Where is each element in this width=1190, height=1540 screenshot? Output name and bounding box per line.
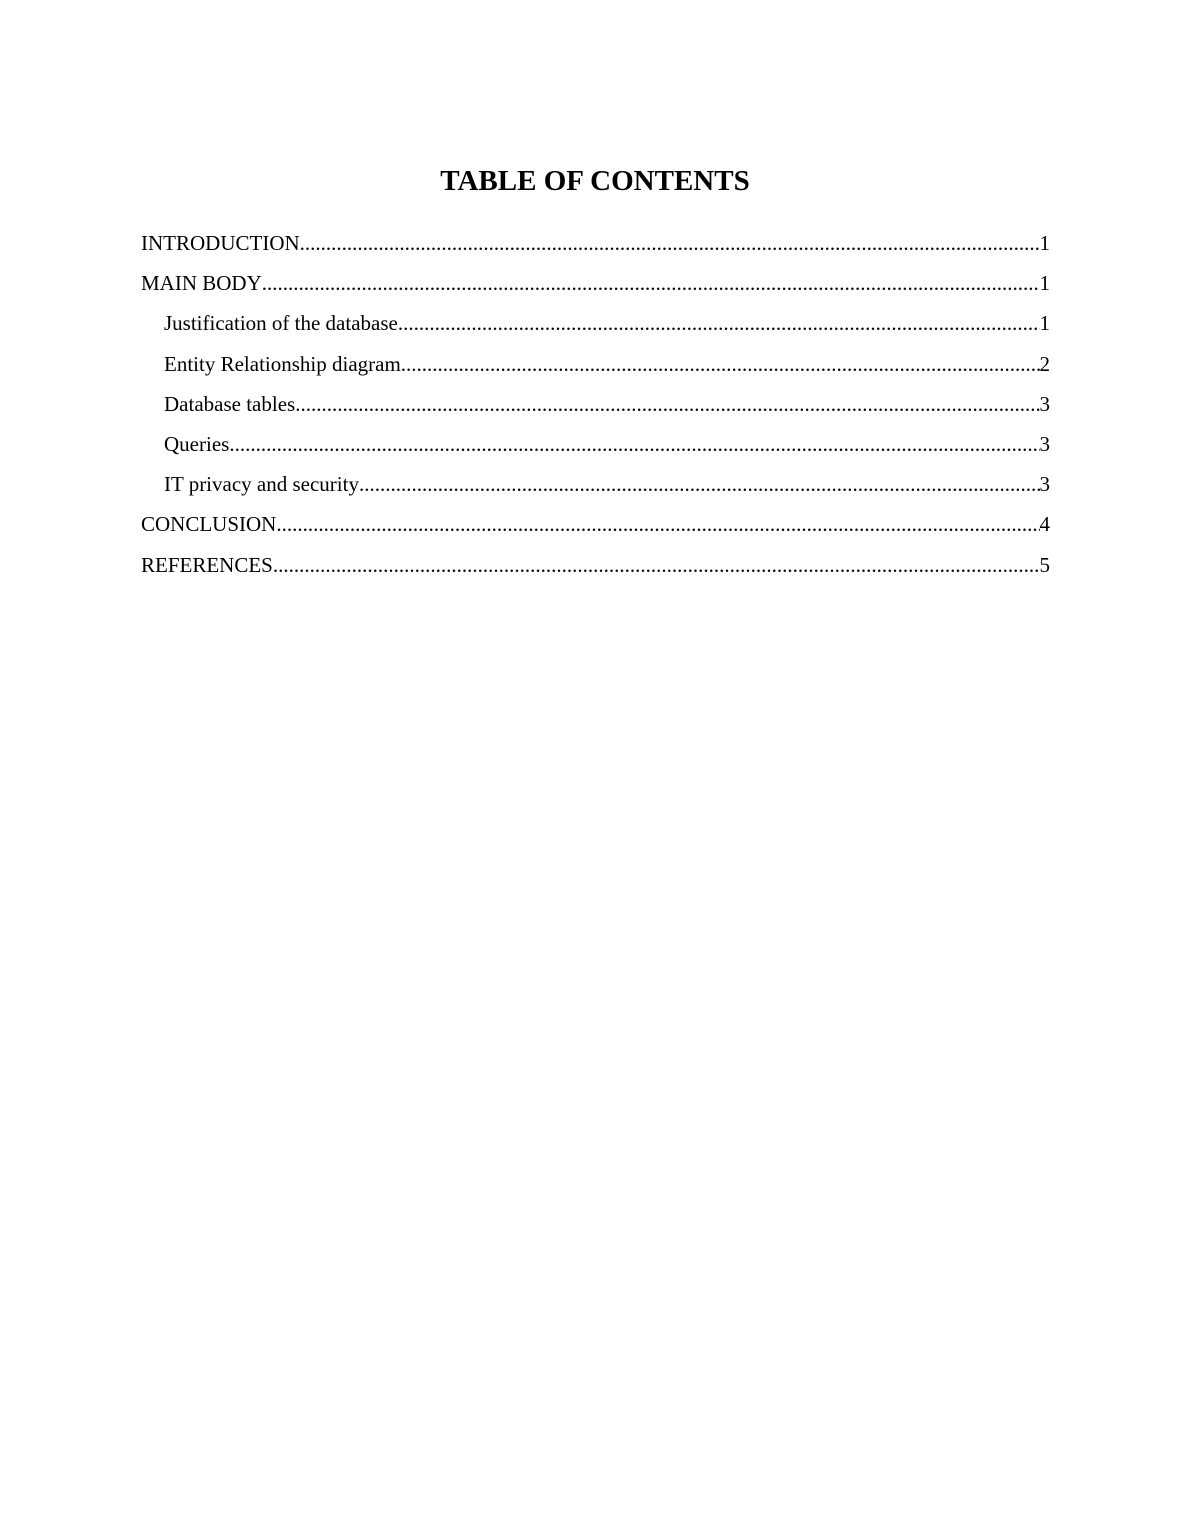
- dot-leader: [273, 548, 1040, 582]
- dot-leader: [262, 266, 1040, 300]
- toc-entry-page-number: 1: [1039, 271, 1050, 296]
- toc-entry-label: Justification of the database: [164, 311, 398, 336]
- toc-title: TABLE OF CONTENTS: [440, 165, 750, 197]
- toc-list: [141, 226, 1050, 588]
- dot-leader: [359, 467, 1040, 501]
- toc-entry-label: CONCLUSION: [141, 512, 277, 537]
- toc-entry-page-number: 4: [1039, 512, 1050, 537]
- dot-leader: [401, 347, 1040, 381]
- toc-entry-page-number: 3: [1039, 391, 1050, 416]
- dot-leader: [276, 507, 1039, 541]
- toc-entry-page-number: 1: [1039, 231, 1050, 255]
- toc-entry-er-diagram[interactable]: [141, 347, 1050, 387]
- toc-entry-database-tables[interactable]: [141, 387, 1050, 427]
- toc-entry-label: INTRODUCTION: [141, 231, 300, 255]
- toc-entry-page-number: 2: [1039, 351, 1050, 376]
- toc-entry-label: Database tables: [164, 391, 296, 416]
- toc-entry-page-number: 3: [1039, 431, 1050, 456]
- toc-entry-justification[interactable]: [141, 306, 1050, 346]
- toc-entry-label: Queries: [164, 431, 230, 456]
- toc-entry-conclusion[interactable]: [141, 507, 1050, 547]
- toc-entry-page-number: 3: [1039, 472, 1050, 497]
- toc-entry-references[interactable]: [141, 548, 1050, 588]
- toc-entry-main-body[interactable]: [141, 266, 1050, 306]
- toc-entry-it-privacy-security[interactable]: [141, 467, 1050, 507]
- toc-entry-label: REFERENCES: [141, 552, 273, 577]
- toc-entry-introduction[interactable]: [141, 226, 1050, 266]
- toc-entry-queries[interactable]: [141, 427, 1050, 467]
- toc-entry-label: MAIN BODY: [141, 271, 262, 296]
- toc-entry-label: IT privacy and security: [164, 472, 359, 497]
- dot-leader: [300, 226, 1040, 260]
- dot-leader: [229, 427, 1039, 461]
- dot-leader: [398, 306, 1040, 340]
- toc-entry-page-number: 5: [1039, 552, 1050, 577]
- toc-entry-label: Entity Relationship diagram: [164, 351, 401, 376]
- dot-leader: [295, 387, 1039, 421]
- toc-entry-page-number: 1: [1039, 311, 1050, 336]
